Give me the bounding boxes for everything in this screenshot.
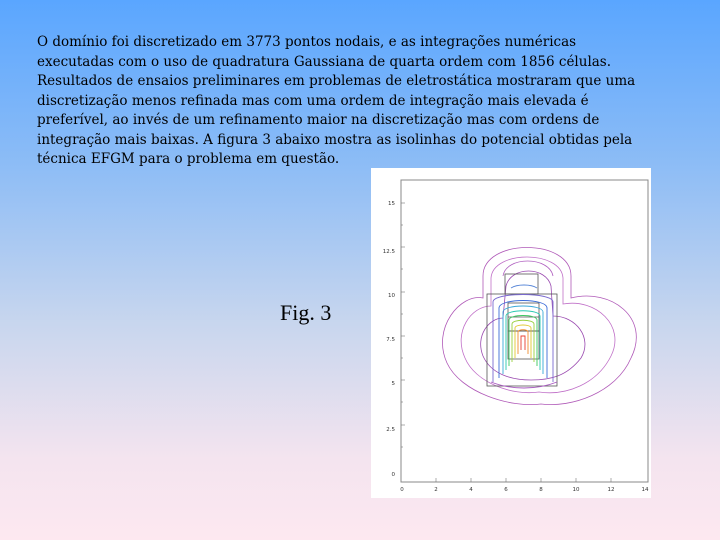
- y-tick-label: 15: [388, 201, 395, 207]
- y-tick-label: 5: [391, 381, 395, 387]
- slide-body-text: [37, 33, 660, 170]
- x-tick-label: 2: [434, 487, 438, 493]
- isoline-plot-figure: [371, 168, 651, 498]
- y-tick-label: 12.5: [382, 249, 395, 255]
- text-line: O domínio foi discretizado em 3773 pontos nodais, e as integrações numéricas: [37, 34, 577, 50]
- x-tick-label: 4: [469, 487, 473, 493]
- figure-label: Fig. 3: [280, 300, 332, 325]
- x-tick-label: 6: [504, 487, 508, 493]
- x-tick-label: 0: [400, 487, 404, 493]
- isoline-plot: [371, 168, 651, 498]
- x-tick-label: 12: [607, 487, 615, 493]
- y-tick-label: 10: [388, 293, 395, 299]
- y-tick-label: 2.5: [386, 427, 395, 433]
- x-tick-label: 10: [572, 487, 580, 493]
- x-tick-label: 8: [539, 487, 543, 493]
- text-line: integração mais baixas. A figura 3 abaixo mostra as isolinhas do potencial obtidas pela: [37, 131, 633, 148]
- text-line: preferível, ao invés de um refinamento maior na discretização mas com ordens de: [37, 112, 600, 128]
- y-tick-label: 7.5: [386, 337, 395, 343]
- x-tick-label: 14: [641, 487, 649, 493]
- text-line: Resultados de ensaios preliminares em problemas de eletrostática mostraram que uma: [37, 73, 636, 89]
- y-tick-label: 0: [391, 472, 395, 478]
- text-line: executadas com o uso de quadratura Gaussiana de quarta ordem com 1856 células.: [37, 53, 612, 70]
- text-line: técnica EFGM para o problema em questão.: [37, 151, 340, 167]
- text-line: discretização menos refinada mas com uma ordem de integração mais elevada é: [37, 92, 589, 109]
